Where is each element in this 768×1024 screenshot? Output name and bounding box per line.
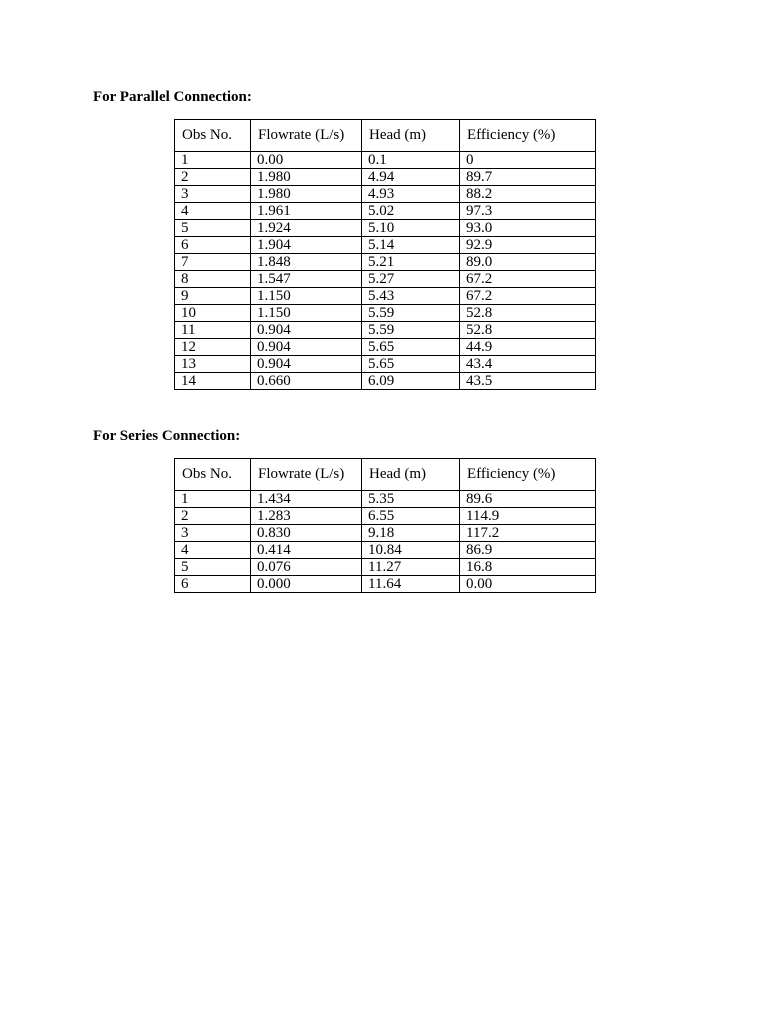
header-efficiency: Efficiency (%) [460, 459, 596, 491]
cell-flowrate: 0.00 [251, 152, 362, 169]
cell-head: 5.14 [362, 237, 460, 254]
cell-obs-no: 5 [175, 220, 251, 237]
table-row [175, 491, 596, 508]
cell-efficiency: 16.8 [460, 559, 596, 576]
cell-head: 11.27 [362, 559, 460, 576]
cell-efficiency: 114.9 [460, 508, 596, 525]
cell-flowrate: 1.434 [251, 491, 362, 508]
cell-flowrate: 0.904 [251, 322, 362, 339]
table-row [175, 186, 596, 203]
cell-flowrate: 1.904 [251, 237, 362, 254]
cell-efficiency: 52.8 [460, 305, 596, 322]
cell-efficiency: 89.0 [460, 254, 596, 271]
cell-head: 10.84 [362, 542, 460, 559]
table-row [175, 339, 596, 356]
cell-efficiency: 43.5 [460, 373, 596, 390]
table-row [175, 525, 596, 542]
cell-head: 6.55 [362, 508, 460, 525]
cell-obs-no: 8 [175, 271, 251, 288]
cell-efficiency: 86.9 [460, 542, 596, 559]
table-row [175, 305, 596, 322]
cell-flowrate: 1.150 [251, 305, 362, 322]
cell-obs-no: 1 [175, 491, 251, 508]
cell-head: 4.94 [362, 169, 460, 186]
table-row [175, 559, 596, 576]
cell-efficiency: 89.6 [460, 491, 596, 508]
cell-efficiency: 93.0 [460, 220, 596, 237]
cell-obs-no: 10 [175, 305, 251, 322]
cell-flowrate: 0.076 [251, 559, 362, 576]
cell-efficiency: 117.2 [460, 525, 596, 542]
cell-flowrate: 1.924 [251, 220, 362, 237]
cell-flowrate: 0.000 [251, 576, 362, 593]
table-header-row [175, 120, 596, 152]
cell-head: 5.21 [362, 254, 460, 271]
cell-obs-no: 5 [175, 559, 251, 576]
cell-efficiency: 67.2 [460, 271, 596, 288]
table-row [175, 508, 596, 525]
cell-efficiency: 0 [460, 152, 596, 169]
cell-head: 11.64 [362, 576, 460, 593]
cell-head: 5.59 [362, 305, 460, 322]
cell-head: 5.65 [362, 356, 460, 373]
cell-obs-no: 4 [175, 542, 251, 559]
cell-head: 5.35 [362, 491, 460, 508]
cell-flowrate: 0.904 [251, 339, 362, 356]
cell-efficiency: 44.9 [460, 339, 596, 356]
header-obs-no: Obs No. [175, 459, 251, 491]
cell-flowrate: 0.904 [251, 356, 362, 373]
header-flowrate: Flowrate (L/s) [251, 459, 362, 491]
cell-flowrate: 1.961 [251, 203, 362, 220]
cell-flowrate: 1.150 [251, 288, 362, 305]
table-row [175, 237, 596, 254]
parallel-connection-table [174, 119, 596, 390]
cell-flowrate: 0.830 [251, 525, 362, 542]
header-head: Head (m) [362, 120, 460, 152]
series-connection-heading: For Series Connection: [93, 428, 241, 444]
cell-head: 9.18 [362, 525, 460, 542]
table-row [175, 203, 596, 220]
cell-head: 6.09 [362, 373, 460, 390]
series-connection-table [174, 458, 596, 593]
cell-obs-no: 7 [175, 254, 251, 271]
header-flowrate: Flowrate (L/s) [251, 120, 362, 152]
cell-head: 5.43 [362, 288, 460, 305]
cell-head: 5.65 [362, 339, 460, 356]
cell-flowrate: 1.547 [251, 271, 362, 288]
header-head: Head (m) [362, 459, 460, 491]
cell-obs-no: 13 [175, 356, 251, 373]
cell-obs-no: 14 [175, 373, 251, 390]
cell-obs-no: 1 [175, 152, 251, 169]
cell-obs-no: 3 [175, 186, 251, 203]
table-row [175, 373, 596, 390]
cell-efficiency: 52.8 [460, 322, 596, 339]
cell-head: 0.1 [362, 152, 460, 169]
cell-obs-no: 3 [175, 525, 251, 542]
cell-flowrate: 1.980 [251, 169, 362, 186]
table-row [175, 356, 596, 373]
table-row [175, 169, 596, 186]
cell-obs-no: 6 [175, 237, 251, 254]
cell-obs-no: 4 [175, 203, 251, 220]
cell-efficiency: 89.7 [460, 169, 596, 186]
table-row [175, 542, 596, 559]
table-row [175, 288, 596, 305]
header-efficiency: Efficiency (%) [460, 120, 596, 152]
table-row [175, 576, 596, 593]
table-row [175, 271, 596, 288]
cell-efficiency: 88.2 [460, 186, 596, 203]
cell-efficiency: 0.00 [460, 576, 596, 593]
table-row [175, 322, 596, 339]
cell-obs-no: 2 [175, 508, 251, 525]
cell-flowrate: 1.980 [251, 186, 362, 203]
cell-head: 5.27 [362, 271, 460, 288]
cell-obs-no: 9 [175, 288, 251, 305]
cell-efficiency: 97.3 [460, 203, 596, 220]
table-header-row [175, 459, 596, 491]
cell-flowrate: 0.660 [251, 373, 362, 390]
table-row [175, 220, 596, 237]
cell-obs-no: 2 [175, 169, 251, 186]
cell-efficiency: 67.2 [460, 288, 596, 305]
table-row [175, 152, 596, 169]
cell-obs-no: 6 [175, 576, 251, 593]
cell-efficiency: 43.4 [460, 356, 596, 373]
cell-obs-no: 11 [175, 322, 251, 339]
header-obs-no: Obs No. [175, 120, 251, 152]
cell-head: 5.59 [362, 322, 460, 339]
cell-head: 5.02 [362, 203, 460, 220]
table-row [175, 254, 596, 271]
parallel-connection-heading: For Parallel Connection: [93, 89, 252, 105]
cell-efficiency: 92.9 [460, 237, 596, 254]
cell-head: 5.10 [362, 220, 460, 237]
cell-flowrate: 0.414 [251, 542, 362, 559]
cell-flowrate: 1.848 [251, 254, 362, 271]
cell-head: 4.93 [362, 186, 460, 203]
cell-obs-no: 12 [175, 339, 251, 356]
cell-flowrate: 1.283 [251, 508, 362, 525]
